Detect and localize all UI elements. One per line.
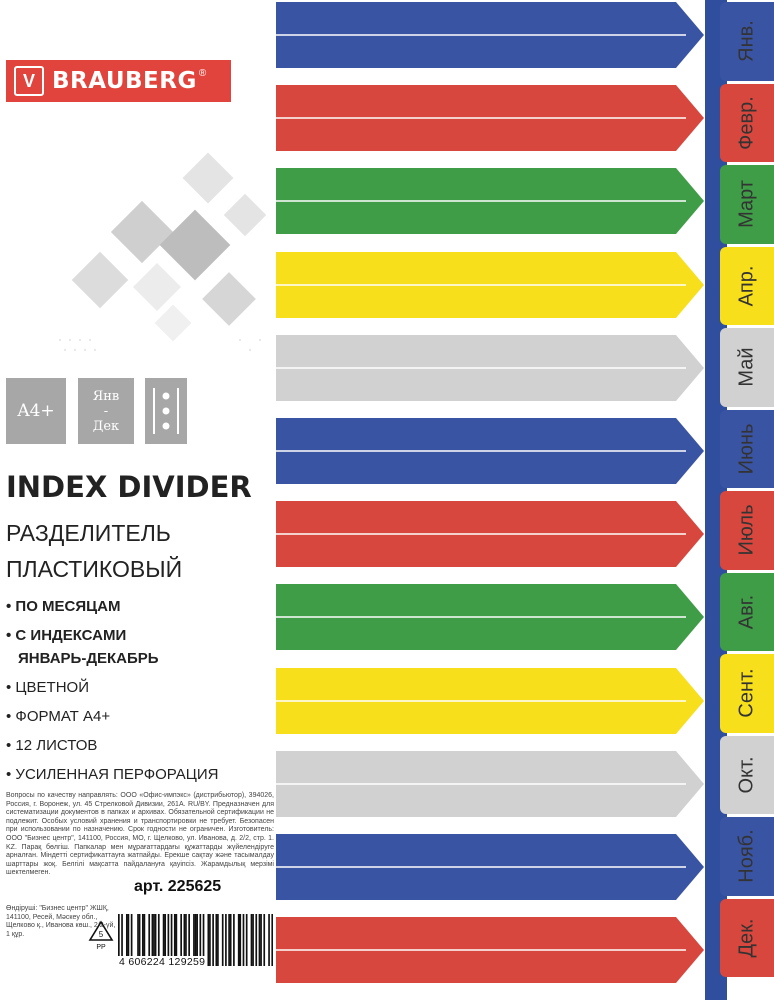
checkmark-icon: V xyxy=(14,66,44,96)
month-tab-label: Март xyxy=(735,180,758,229)
diamond-pattern-decoration xyxy=(40,150,270,370)
recycle-number: 5 xyxy=(98,930,104,939)
sheet-crease xyxy=(276,783,686,785)
sheet-crease xyxy=(276,949,686,951)
month-tab-label: Июнь xyxy=(735,423,758,475)
month-tab[interactable] xyxy=(720,165,774,244)
perforation-icon xyxy=(151,386,181,436)
sheet-crease xyxy=(276,700,686,702)
month-tab[interactable] xyxy=(720,84,774,163)
month-tab-label: Нояб. xyxy=(735,829,758,883)
sheet-crease xyxy=(276,616,686,618)
sheet-crease xyxy=(276,34,686,36)
divider-sheet xyxy=(276,418,704,484)
recycle-pp-icon xyxy=(88,920,114,950)
month-tab-label: Сент. xyxy=(735,668,758,718)
registered-mark: ® xyxy=(198,68,207,79)
manufacturer-text: Өндіруші: "Бизнес центр" ЖШҚ, 141100, Ресей, Мәскеу обл., Щелково қ., Иванова көш., 2/2-үй, 1 құр. xyxy=(6,905,116,938)
feature-item: • ПО МЕСЯЦАМ xyxy=(6,598,121,615)
month-tab[interactable] xyxy=(720,654,774,733)
divider-sheet xyxy=(276,917,704,983)
feature-item: • УСИЛЕННАЯ ПЕРФОРАЦИЯ xyxy=(6,766,219,783)
divider-sheet xyxy=(276,252,704,318)
month-tab[interactable] xyxy=(720,328,774,407)
brand-name: BRAUBERG xyxy=(52,68,197,94)
product-subtitle-line2: ПЛАСТИКОВЫЙ xyxy=(6,556,183,582)
feature-item: • ЦВЕТНОЙ xyxy=(6,679,89,696)
month-tab[interactable] xyxy=(720,817,774,896)
sheet-crease xyxy=(276,117,686,119)
month-tab-label: Окт. xyxy=(735,756,758,794)
divider-sheet xyxy=(276,85,704,151)
month-tab[interactable] xyxy=(720,491,774,570)
divider-sheet xyxy=(276,584,704,650)
feature-item: • С ИНДЕКСАМИ xyxy=(6,627,127,644)
sheet-crease xyxy=(276,533,686,535)
brauberg-logo xyxy=(6,60,231,102)
month-tab-label: Февр. xyxy=(735,95,758,150)
article-number: арт. 225625 xyxy=(134,878,222,895)
divider-sheet xyxy=(276,501,704,567)
month-range-end: Дек xyxy=(92,418,120,434)
legal-text: Вопросы по качеству направлять: ООО «Офис-импэкс» (дистрибьютор), 394026, Россия, г. Воронеж, ул. 45 Стрелковой Дивизии, 261А. RU/BY. Предназначен для систематизации документов в папках и архивах. Обязательной сертификации не подлежит. Особых условий хранения и транспортировки не требует. Безопасен при использовании по назначению. Срок годности не ограничен. Изготовитель: ООО "Бизнес центр", 141100, Россия, МО, г. Щелково, ул. Иванова, д. 2/2, стр. 1. KZ. Парақ бөлгіш. Папкалар мен мұрағаттардағы құжаттарды жүйелендіруге арналған. Міндетті сертификаттауға жатпайды. Ерекше сақтау және тасымалдау шарттары жоқ. Белгілі мақсатта пайдалануға қауіпсіз. Жарамдылық мерзімі шектелмеген. xyxy=(6,792,274,877)
divider-sheet xyxy=(276,751,704,817)
sheet-crease xyxy=(276,866,686,868)
format-label: A4+ xyxy=(17,401,55,421)
sheet-crease xyxy=(276,200,686,202)
month-range-dash: - xyxy=(103,403,109,419)
sheet-crease xyxy=(276,450,686,452)
month-tab[interactable] xyxy=(720,899,774,978)
format-badge xyxy=(6,378,66,444)
month-range-start: Янв xyxy=(92,388,120,404)
product-title: INDEX DIVIDER xyxy=(6,470,252,504)
divider-sheet xyxy=(276,668,704,734)
month-tab[interactable] xyxy=(720,736,774,815)
feature-list xyxy=(6,596,219,793)
month-tab-label: Янв. xyxy=(735,20,758,63)
month-range-badge xyxy=(78,378,134,444)
month-tab-label: Дек. xyxy=(735,918,758,958)
month-tab-label: Апр. xyxy=(735,265,758,307)
perforation-badge xyxy=(145,378,187,444)
month-tab[interactable] xyxy=(720,410,774,489)
month-tab[interactable] xyxy=(720,247,774,326)
divider-sheet xyxy=(276,2,704,68)
month-tab-label: Июль xyxy=(735,504,758,556)
sheet-crease xyxy=(276,367,686,369)
feature-item: • ФОРМАТ А4+ xyxy=(6,708,111,725)
recycle-label: PP xyxy=(96,944,106,950)
sheet-crease xyxy=(276,284,686,286)
month-tab[interactable] xyxy=(720,2,774,81)
divider-sheet xyxy=(276,168,704,234)
feature-item: ЯНВАРЬ-ДЕКАБРЬ xyxy=(18,650,159,667)
barcode-number: 4 606224 129259 xyxy=(119,956,206,968)
month-tab-label: Май xyxy=(735,347,758,387)
month-tab-label: Авг. xyxy=(735,594,758,629)
divider-sheet xyxy=(276,335,704,401)
month-tab[interactable] xyxy=(720,573,774,652)
product-subtitle-line1: РАЗДЕЛИТЕЛЬ xyxy=(6,520,171,546)
feature-item: • 12 ЛИСТОВ xyxy=(6,737,98,754)
divider-sheet xyxy=(276,834,704,900)
